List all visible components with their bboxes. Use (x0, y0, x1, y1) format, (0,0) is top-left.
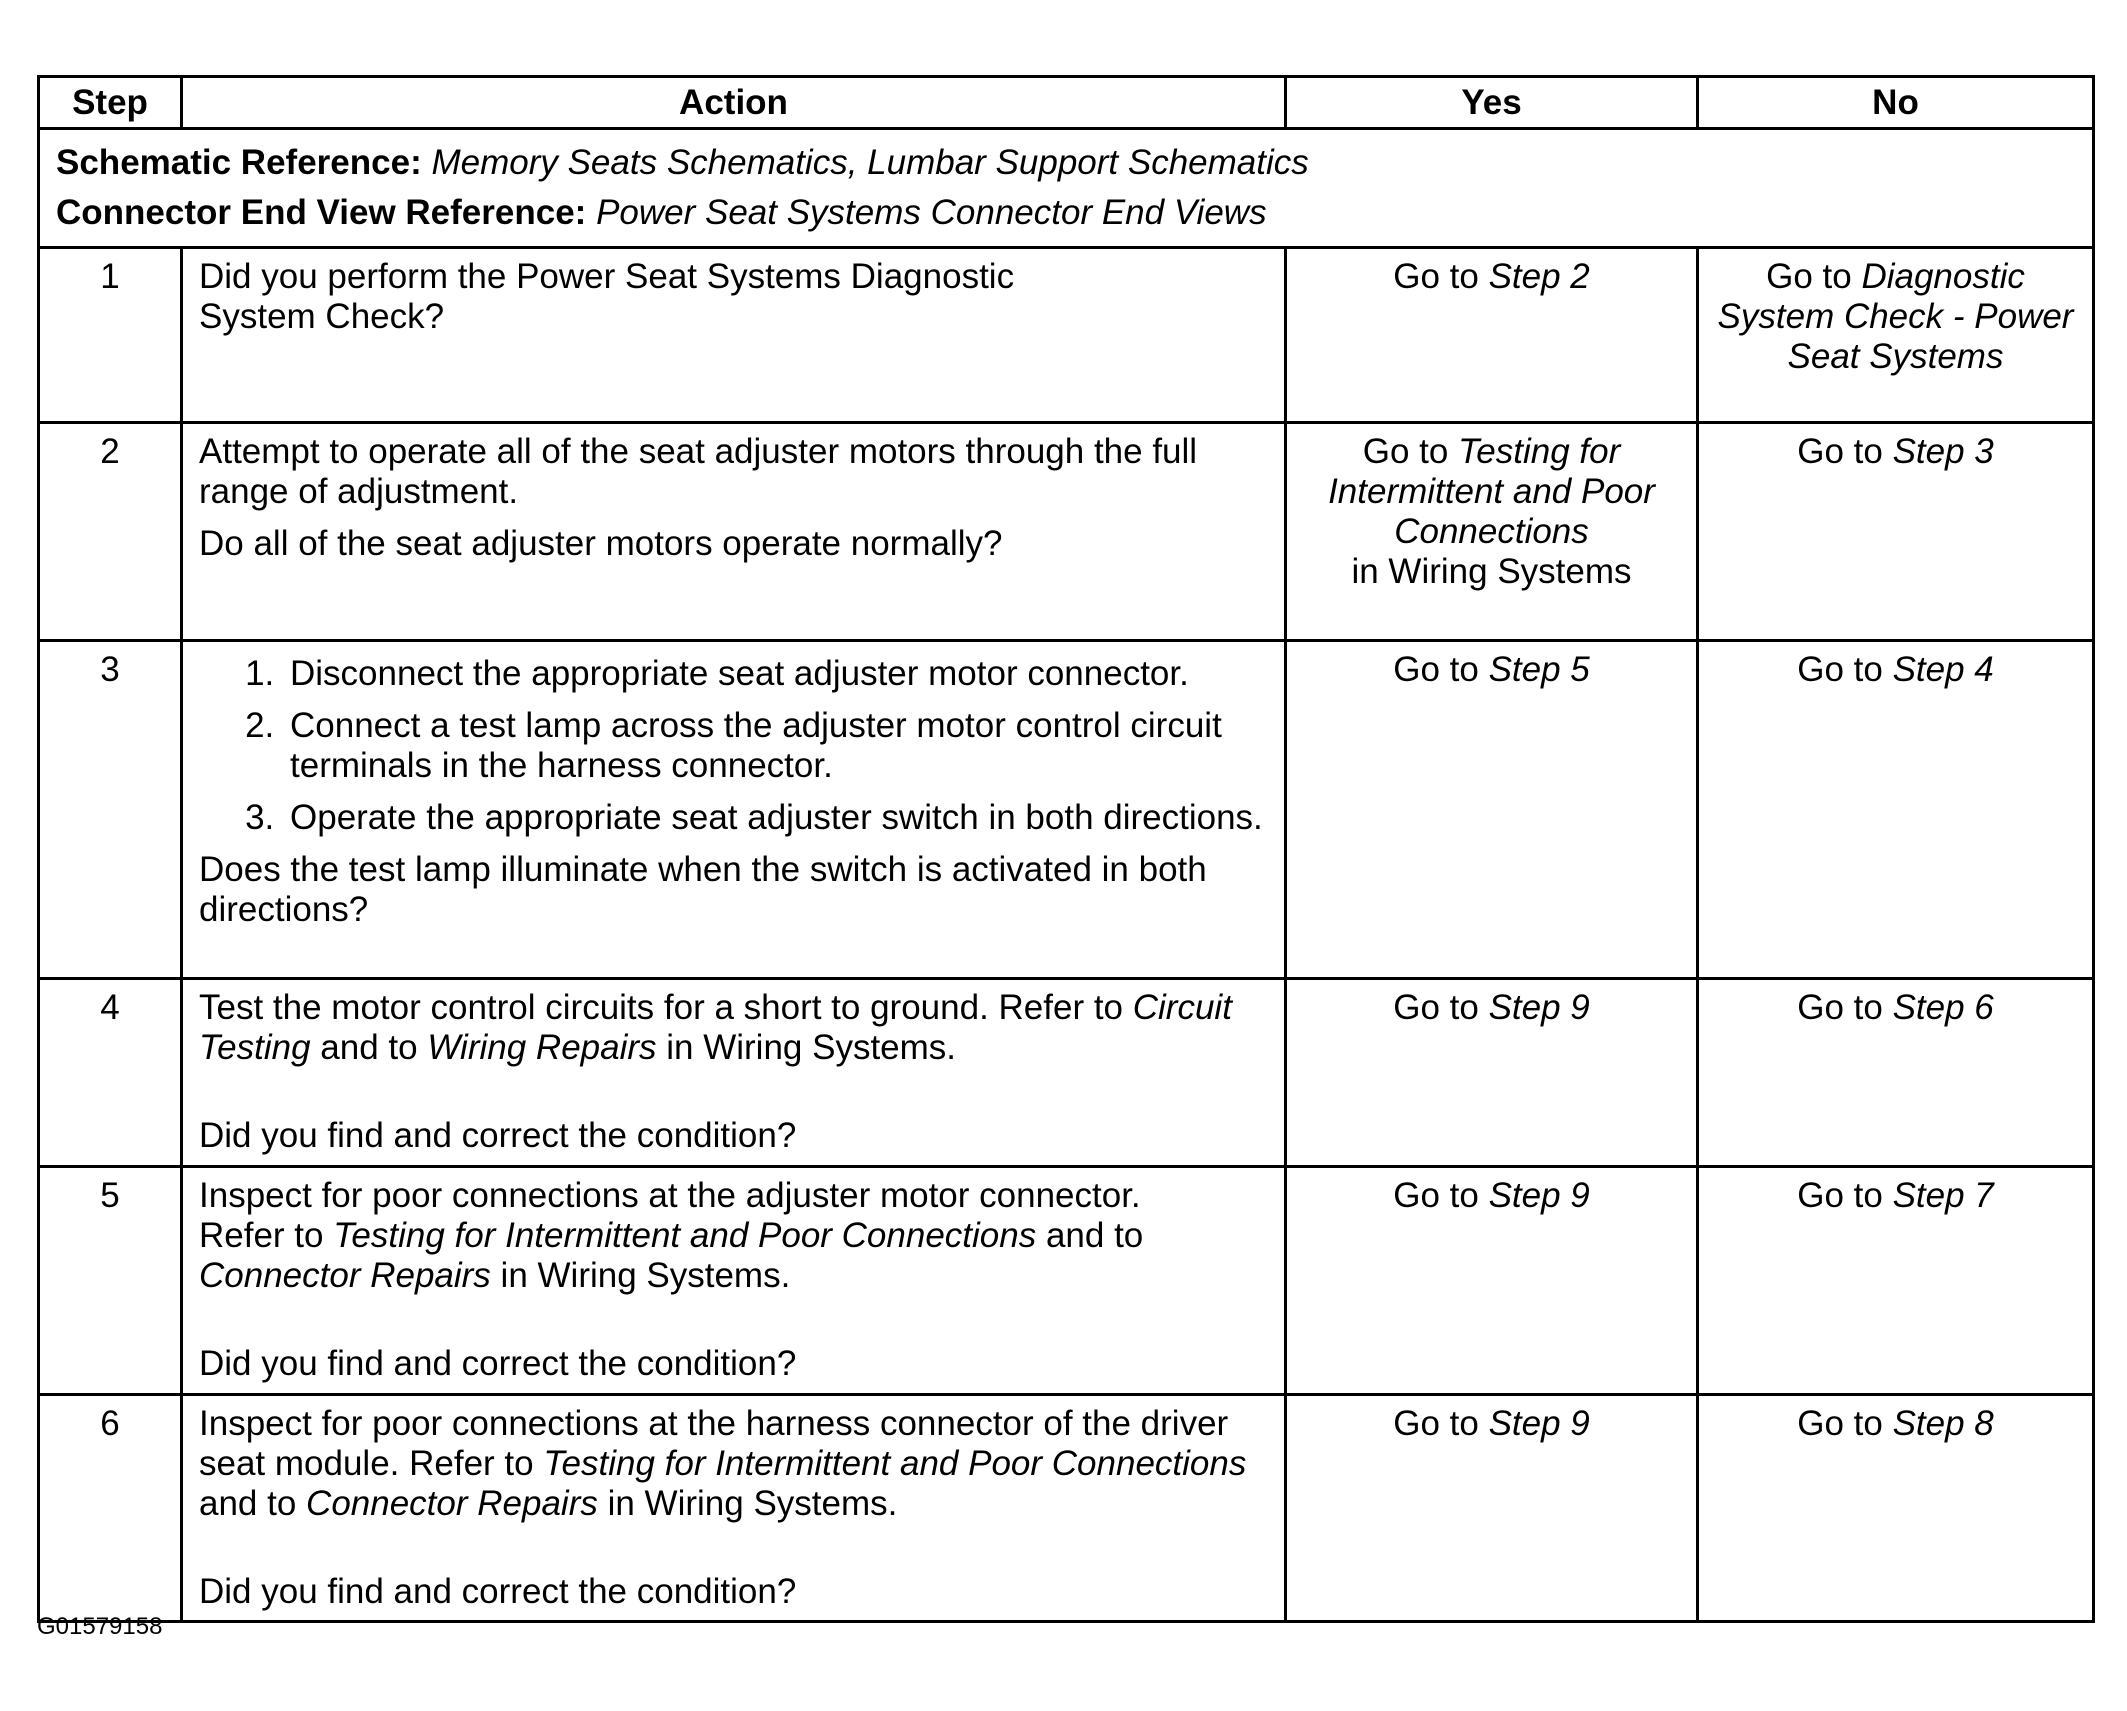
action-link-connector-repairs[interactable]: Connector Repairs (306, 1484, 598, 1523)
table-row (39, 979, 2094, 1167)
no-prefix: Go to (1797, 432, 1893, 471)
action-instruction (199, 1404, 1268, 1524)
yes-prefix: Go to (1393, 257, 1489, 296)
yes-prefix: Go to (1393, 650, 1489, 689)
diagnostic-document (37, 75, 2092, 1623)
yes-cell (1286, 423, 1698, 641)
header-action: Action (182, 77, 1286, 129)
no-prefix: Go to (1766, 257, 1862, 296)
step-number: 2 (39, 423, 182, 641)
action-text-3: in Wiring Systems. (656, 1028, 957, 1067)
table-row (39, 248, 2094, 423)
action-instruction: Attempt to operate all of the seat adjuster motors through the full range of adjustment. (199, 432, 1198, 511)
action-text-3: in Wiring Systems. (490, 1256, 791, 1295)
no-prefix: Go to (1797, 650, 1893, 689)
connector-reference-link[interactable]: Power Seat Systems Connector End Views (596, 193, 1267, 232)
connector-reference (56, 188, 2076, 238)
action-link-testing[interactable]: Testing for Intermittent and Poor Connections (333, 1216, 1037, 1255)
reference-cell (39, 129, 2094, 248)
no-link[interactable]: Step 6 (1892, 988, 1994, 1027)
header-yes: Yes (1286, 77, 1698, 129)
header-step: Step (39, 77, 182, 129)
action-link-connector-repairs[interactable]: Connector Repairs (199, 1256, 491, 1295)
no-prefix: Go to (1797, 988, 1893, 1027)
yes-link[interactable]: Step 9 (1488, 1176, 1590, 1215)
no-cell (1698, 641, 2094, 979)
action-text-2: and to (310, 1028, 428, 1067)
list-item: 1. Disconnect the appropriate seat adjuster motor connector. (284, 654, 1268, 694)
no-link[interactable]: Step 3 (1892, 432, 1994, 471)
yes-link[interactable]: Step 2 (1488, 257, 1590, 296)
action-question: Did you perform the Power Seat Systems Diagnostic System Check? (199, 257, 1015, 336)
no-cell (1698, 423, 2094, 641)
yes-prefix: Go to (1362, 432, 1459, 471)
action-cell (182, 1167, 1286, 1395)
action-cell (182, 641, 1286, 979)
table-row (39, 423, 2094, 641)
table-row (39, 1167, 2094, 1395)
action-text-2: and to (199, 1484, 307, 1523)
step-number: 4 (39, 979, 182, 1167)
yes-cell (1286, 1167, 1698, 1395)
action-link-wiring-repairs[interactable]: Wiring Repairs (427, 1028, 657, 1067)
table-row (39, 1395, 2094, 1622)
schematic-reference (56, 138, 2076, 188)
yes-cell (1286, 979, 1698, 1167)
yes-cell (1286, 1395, 1698, 1622)
action-text-3: in Wiring Systems. (597, 1484, 898, 1523)
step-number: 3 (39, 641, 182, 979)
no-cell (1698, 248, 2094, 423)
action-question: Did you find and correct the condition? (199, 1344, 797, 1383)
action-link-circuit-testing[interactable]: Circuit Testing (199, 988, 1232, 1067)
header-row (39, 77, 2094, 129)
action-question: Did you find and correct the condition? (199, 1116, 797, 1155)
action-text-1: Inspect for poor connections at the adjuster motor connector. Refer to (199, 1176, 1141, 1255)
list-item: 2. Connect a test lamp across the adjuster motor control circuit terminals in the harness connector. (284, 706, 1268, 786)
action-text-2: and to (1036, 1216, 1144, 1255)
action-instruction (199, 988, 1268, 1068)
reference-row (39, 129, 2094, 248)
action-instruction (199, 1176, 1209, 1296)
yes-link[interactable]: Step 5 (1488, 650, 1590, 689)
schematic-reference-label: Schematic Reference: (56, 143, 422, 182)
yes-prefix: Go to (1393, 988, 1489, 1027)
no-cell (1698, 1167, 2094, 1395)
diagnostic-table (37, 75, 2095, 1623)
yes-link[interactable]: Step 9 (1488, 1404, 1590, 1443)
action-cell (182, 1395, 1286, 1622)
yes-prefix: Go to (1393, 1176, 1489, 1215)
yes-suffix: in Wiring Systems (1351, 552, 1632, 591)
action-cell (182, 979, 1286, 1167)
action-question: Does the test lamp illuminate when the switch is activated in both directions? (199, 850, 1207, 929)
no-link[interactable]: Step 8 (1892, 1404, 1994, 1443)
list-item: 3. Operate the appropriate seat adjuster switch in both directions. (284, 798, 1268, 838)
action-link-testing[interactable]: Testing for Intermittent and Poor Connections (543, 1444, 1247, 1483)
yes-cell (1286, 248, 1698, 423)
no-link[interactable]: Step 7 (1892, 1176, 1994, 1215)
action-text-1: Test the motor control circuits for a short to ground. Refer to (199, 988, 1133, 1027)
yes-cell (1286, 641, 1698, 979)
step-number: 6 (39, 1395, 182, 1622)
header-no: No (1698, 77, 2094, 129)
no-link[interactable]: Step 4 (1892, 650, 1994, 689)
yes-prefix: Go to (1393, 1404, 1489, 1443)
yes-link[interactable]: Testing for Intermittent and Poor Connections (1328, 432, 1655, 551)
figure-id: G01579158 (37, 1613, 163, 1640)
step-number: 1 (39, 248, 182, 423)
no-prefix: Go to (1797, 1176, 1893, 1215)
action-cell (182, 248, 1286, 423)
step-number: 5 (39, 1167, 182, 1395)
no-link[interactable]: Diagnostic System Check - Power Seat Systems (1717, 257, 2074, 376)
action-question: Did you find and correct the condition? (199, 1572, 797, 1611)
yes-link[interactable]: Step 9 (1488, 988, 1590, 1027)
action-question: Do all of the seat adjuster motors operate normally? (199, 524, 1003, 563)
schematic-reference-link[interactable]: Memory Seats Schematics, Lumbar Support Schematics (431, 143, 1309, 182)
table-row (39, 641, 2094, 979)
no-prefix: Go to (1797, 1404, 1893, 1443)
connector-reference-label: Connector End View Reference: (56, 193, 587, 232)
action-step-list (199, 654, 1268, 838)
no-cell (1698, 1395, 2094, 1622)
action-text-1: Inspect for poor connections at the harness connector of the driver seat module. Refer to (199, 1404, 1229, 1483)
action-cell (182, 423, 1286, 641)
no-cell (1698, 979, 2094, 1167)
